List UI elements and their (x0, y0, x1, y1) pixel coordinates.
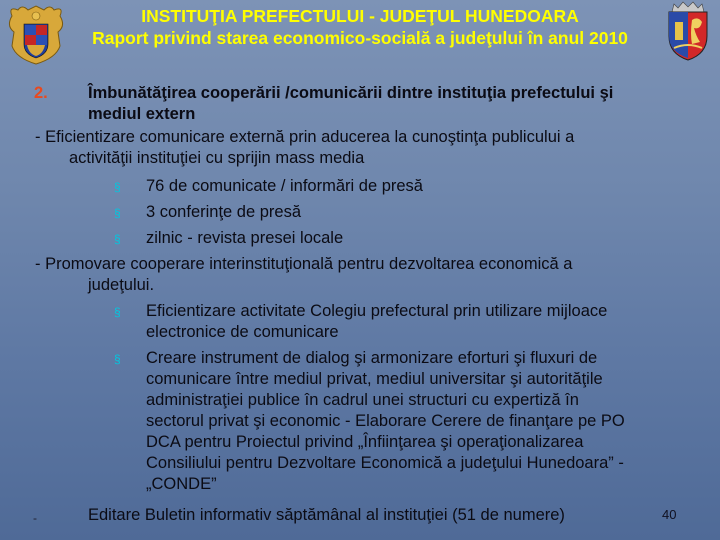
press-review-item: zilnic - revista presei locale (146, 229, 344, 247)
section-title-line2: mediul extern (88, 105, 196, 123)
bullet-icon: § (114, 206, 121, 220)
bullet-icon: § (114, 232, 121, 246)
bullet-icon: § (114, 352, 121, 366)
section-number: 2. (34, 84, 48, 102)
item-interinstitutional-line1: - Promovare cooperare interinstituţională pentru dezvoltarea economică a (35, 255, 573, 273)
dialog-instrument-line7: „CONDE” (146, 475, 217, 493)
bullet-icon: § (114, 305, 121, 319)
dialog-instrument-line6: Consiliului pentru Dezvoltare Economică a judeţului Hunedoara” - (146, 454, 624, 472)
bullet-icon: § (114, 180, 121, 194)
section-title-line1: Îmbunătăţirea cooperării /comunicării dintre instituţia prefectului şi (88, 84, 614, 102)
press-conferences-item: 3 conferinţe de presă (146, 203, 302, 221)
prefectural-college-line1: Eficientizare activitate Colegiu prefectural prin utilizare mijloace (146, 302, 608, 320)
dialog-instrument-line3: administraţiei publice în cadrul unei structuri cu expertiză în (146, 391, 579, 409)
dialog-instrument-line4: sectorul privat şi economic - Elaborare Cerere de finanţare pe PO (146, 412, 625, 430)
dialog-instrument-line2: comunicare între mediul privat, mediul universitar şi autorităţile (146, 370, 603, 388)
item-external-communication-line1: - Eficientizare comunicare externă prin aducerea la cunoştinţa publicului a (35, 128, 575, 146)
title-institution: INSTITUŢIA PREFECTULUI - JUDEŢUL HUNEDOARA (141, 6, 579, 26)
item-external-communication-line2: activităţii instituţiei cu sprijin mass media (69, 149, 365, 167)
press-releases-item: 76 de comunicate / informări de presă (146, 177, 423, 195)
prefectural-college-line2: electronice de comunicare (146, 323, 339, 341)
footer-dash: - (33, 511, 37, 525)
bulletin-item: Editare Buletin informativ săptămânal al instituţiei (51 de numere) (88, 506, 565, 524)
page-number: 40 (662, 507, 677, 522)
dialog-instrument-line5: DCA pentru Proiectul privind „Înfiinţarea şi operaţionalizarea (146, 433, 584, 451)
dialog-instrument-line1: Creare instrument de dialog şi armonizare eforturi şi fluxuri de (146, 349, 598, 367)
title-report: Raport privind starea economico-socială a judeţului în anul 2010 (92, 28, 628, 48)
item-interinstitutional-line2: judeţului. (88, 276, 155, 294)
